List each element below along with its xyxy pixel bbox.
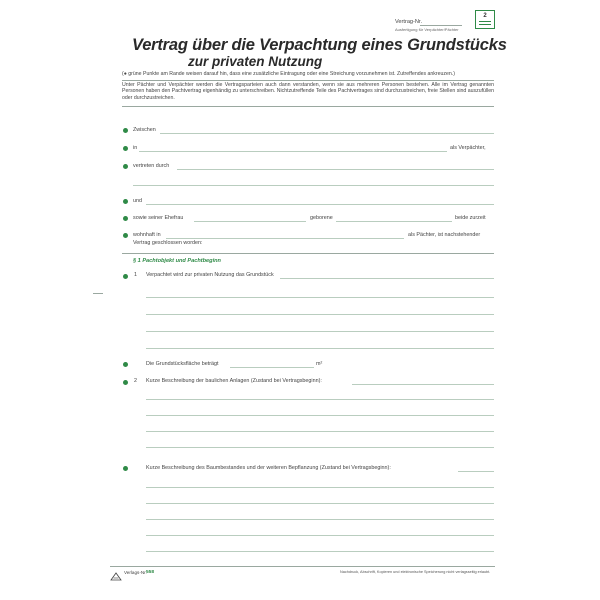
green-marker: [123, 380, 128, 385]
in-label: in: [133, 145, 138, 151]
item-number: 1: [134, 272, 137, 278]
copy-number: 2: [483, 13, 487, 19]
vertreten-field-2[interactable]: [133, 185, 494, 186]
zwischen-field[interactable]: [160, 133, 494, 134]
bauliche-line-3[interactable]: [146, 415, 494, 416]
beide-zurzeit-label: beide zurzeit: [455, 215, 486, 221]
section-heading: § 1 Pachtobjekt und Pachtbeginn: [133, 258, 221, 264]
green-marker: [123, 233, 128, 238]
bauliche-line-2[interactable]: [146, 399, 494, 400]
divider: [122, 80, 494, 81]
contract-number-label: Vertrag-Nr.: [395, 19, 423, 25]
intro-note: (● grüne Punkte am Rande weisen darauf hin, dass eine zusätzliche Eintragung oder eine Streichung vorzunehmen ist. Zutreffendes ankreuzen.): [122, 71, 455, 77]
green-marker: [123, 216, 128, 221]
grundstueck-line-5[interactable]: [146, 348, 494, 349]
sowie-label: sowie seiner Ehefrau: [133, 215, 184, 221]
als-paechter-label: als Pächter, ist nachstehender: [408, 232, 481, 238]
contract-number-field[interactable]: [420, 25, 462, 26]
publisher-logo-icon: [110, 568, 122, 586]
contract-number-sublabel: Ausfertigung für Verpächter/Pächter: [395, 27, 459, 32]
grundstueck-line-4[interactable]: [146, 331, 494, 332]
zwischen-label: Zwischen: [133, 127, 156, 133]
area-label: Die Grundstücksfläche beträgt: [146, 361, 219, 367]
und-label: und: [133, 198, 142, 204]
bauliche-line-5[interactable]: [146, 447, 494, 448]
vertreten-durch-label: vertreten durch: [133, 163, 170, 169]
copy-lines-icon: [479, 21, 491, 25]
trees-line-5[interactable]: [146, 535, 494, 536]
trees-line-6[interactable]: [146, 551, 494, 552]
green-marker: [123, 199, 128, 204]
section-rule: [122, 253, 494, 254]
ehefrau-field[interactable]: [194, 221, 306, 222]
geborene-label: geborene: [310, 215, 333, 221]
grundstueck-field[interactable]: [280, 278, 494, 279]
item-number: 2: [134, 378, 137, 384]
area-unit: m²: [316, 361, 323, 367]
trees-line-2[interactable]: [146, 487, 494, 488]
margin-mark: [93, 293, 103, 294]
green-marker: [123, 128, 128, 133]
item2-text: Kurze Beschreibung der baulichen Anlagen (Zustand bei Vertragsbeginn):: [146, 378, 322, 384]
als-verpaechter-label: als Verpächter,: [450, 145, 486, 151]
trees-text: Kurze Beschreibung des Baumbestandes und der weiteren Bepflanzung (Zustand bei Vertragsbeginn):: [146, 465, 391, 471]
intro-paragraph: Unter Pächter und Verpächter werden die Vertragsparteien auch dann verstanden, wenn sie aus mehreren Personen bestehen. Alle im Vertrag genannten Personen haben den Pachtvertrag eigenhändig zu unterschreiben. Nichtzutreffende Teile des Pachtvertrages sind durchzustreichen, freie Stellen sind auszufüllen oder durchzustreichen.: [122, 82, 494, 101]
vertrag-geschlossen-label: Vertrag geschlossen worden:: [133, 240, 203, 246]
wohnhaft-field[interactable]: [166, 238, 404, 239]
footer-legal: Nachdruck, Abschrift, Kopieren und elektronische Speicherung nicht verlagsseitig erlaubt.: [340, 570, 491, 574]
grundstueck-line-3[interactable]: [146, 314, 494, 315]
page-title: Vertrag über die Verpachtung eines Grundstücks: [132, 36, 507, 54]
bauliche-anlagen-field[interactable]: [352, 384, 494, 385]
green-marker: [123, 164, 128, 169]
geborene-field[interactable]: [336, 221, 452, 222]
page-subtitle: zur privaten Nutzung: [188, 54, 323, 69]
grundstueck-line-2[interactable]: [146, 297, 494, 298]
vertreten-field[interactable]: [177, 169, 494, 170]
wohnhaft-label: wohnhaft in: [133, 232, 161, 238]
und-field[interactable]: [146, 204, 494, 205]
trees-field[interactable]: [458, 471, 494, 472]
trees-line-4[interactable]: [146, 519, 494, 520]
in-field[interactable]: [139, 151, 447, 152]
publisher-label: Verlags-Nr.: [124, 570, 147, 575]
green-marker: [123, 466, 128, 471]
divider: [122, 106, 494, 107]
copy-number-box: [475, 10, 495, 29]
trees-line-3[interactable]: [146, 503, 494, 504]
item1-text: Verpachtet wird zur privaten Nutzung das Grundstück: [146, 272, 274, 278]
publisher-number: 558: [146, 570, 155, 575]
green-marker: [123, 146, 128, 151]
area-field[interactable]: [230, 367, 314, 368]
bauliche-line-4[interactable]: [146, 431, 494, 432]
green-marker: [123, 362, 128, 367]
green-marker: [123, 274, 128, 279]
footer-rule: [110, 566, 495, 567]
